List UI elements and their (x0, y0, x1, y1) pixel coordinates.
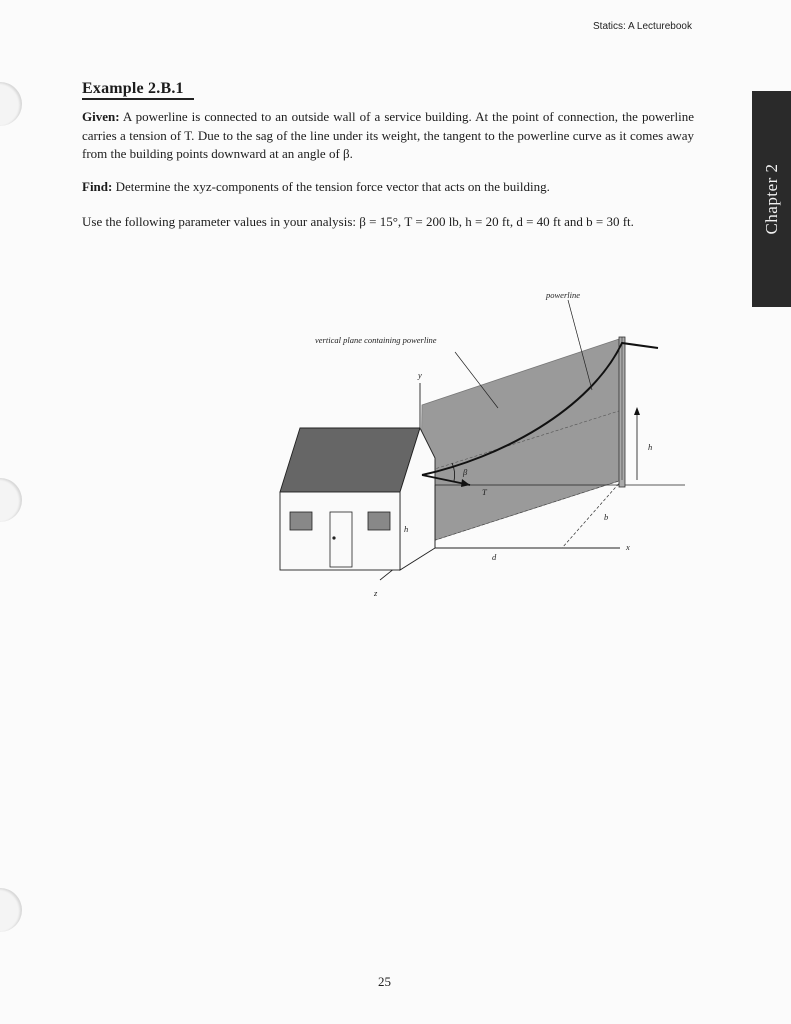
building-window-left (290, 512, 312, 530)
label-h-wall: h (404, 524, 409, 534)
powerline-figure (270, 280, 710, 610)
given-label: Given: (82, 109, 120, 124)
binder-hole-middle (0, 478, 22, 522)
given-paragraph (82, 108, 694, 164)
label-z-axis: z (374, 588, 378, 598)
find-label: Find: (82, 179, 113, 194)
label-powerline: powerline (546, 290, 580, 300)
binder-hole-bottom (0, 888, 22, 932)
label-h-pole: h (648, 442, 653, 452)
label-tension: T (482, 487, 487, 497)
label-beta: β (463, 467, 468, 477)
label-y-axis: y (418, 370, 422, 380)
chapter-tab (752, 91, 791, 307)
label-d: d (492, 552, 497, 562)
building-roof (280, 428, 420, 492)
h-arrowhead (634, 407, 640, 415)
parameters-paragraph: Use the following parameter values in your analysis: β = 15°, T = 200 lb, h = 20 ft, d = 40 ft and b = 30 ft. (82, 214, 634, 229)
find-text: Determine the xyz-components of the tension force vector that acts on the building. (115, 179, 550, 194)
chapter-tab-label: Chapter 2 (761, 163, 781, 235)
door-knob (332, 536, 335, 539)
running-header: Statics: A Lecturebook (593, 21, 692, 32)
example-title: Example 2.B.1 (82, 80, 184, 97)
find-paragraph (82, 178, 694, 197)
given-text: A powerline is connected to an outside wall of a service building. At the point of connection, the powerline carries a tension of T. Due to the sag of the line under its weight, the tangent to the powerline curve as it comes away from the building points downward at an angle of β. (82, 109, 694, 161)
building-door (330, 512, 352, 567)
binder-hole-top (0, 82, 22, 126)
powerline-diagram (270, 280, 710, 610)
label-vertical-plane: vertical plane containing powerline (315, 335, 437, 345)
page-number: 25 (378, 974, 391, 989)
label-x-axis: x (626, 542, 630, 552)
building-window-right (368, 512, 390, 530)
label-b: b (604, 512, 609, 522)
title-underline (82, 98, 194, 100)
